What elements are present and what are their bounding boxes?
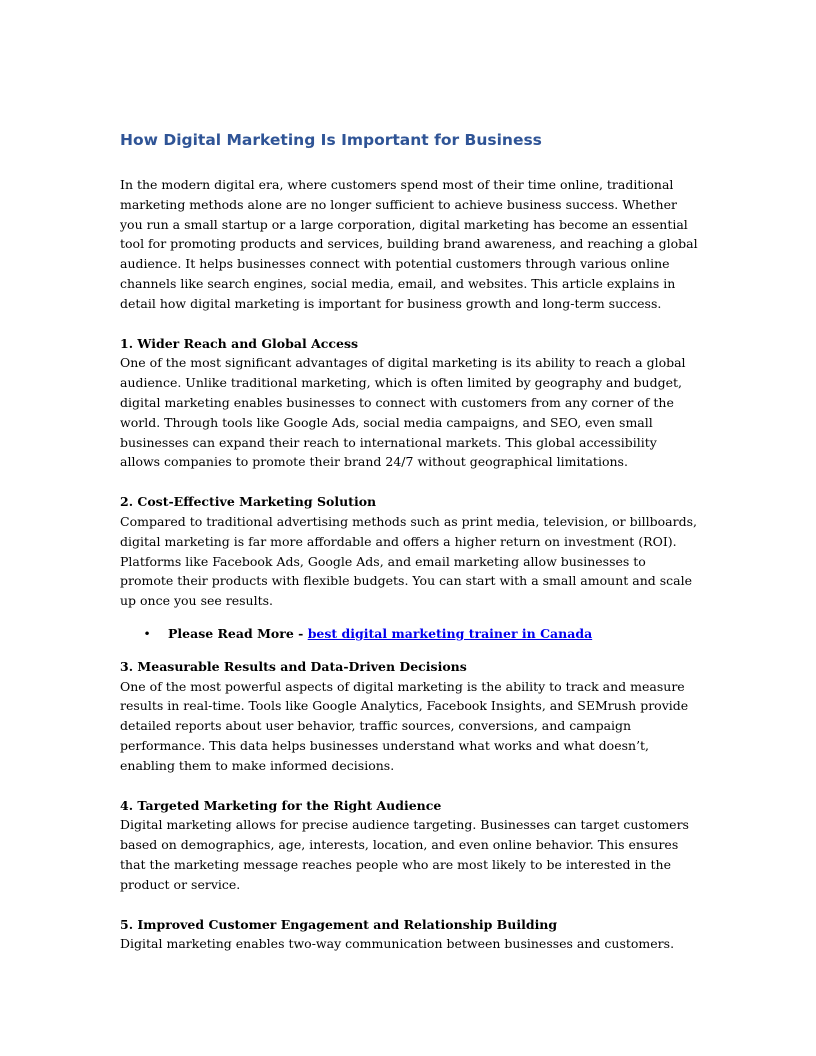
document-title: How Digital Marketing Is Important for Business: [120, 131, 542, 149]
section-heading: 2. Cost-Effective Marketing Solution: [120, 494, 377, 510]
read-more-label: Please Read More -: [168, 625, 308, 641]
section-body: Digital marketing enables two-way communication between businesses and customers.: [120, 936, 675, 952]
read-more-list-item: [120, 624, 700, 644]
section-heading: 4. Targeted Marketing for the Right Audience: [120, 797, 442, 813]
section-body: One of the most significant advantages of digital marketing is its ability to reach a global audience. Unlike traditional marketing, which is often limited by geography and budget, digital marketing enables businesses to connect with customers from any corner of the world. Through tools like Google Ads, social media campaigns, and SEO, even small businesses can expand their reach to international markets. This global accessibility allows companies to promote their brand 24/7 without geographical limitations.: [120, 355, 686, 470]
section-measurable-results: [120, 657, 700, 776]
section-heading: 5. Improved Customer Engagement and Relationship Building: [120, 916, 558, 932]
bullet-icon: •: [143, 625, 151, 641]
read-more-link[interactable]: best digital marketing trainer in Canada: [307, 625, 593, 641]
section-customer-engagement: [120, 915, 700, 955]
intro-paragraph: In the modern digital era, where customers spend most of their time online, traditional marketing methods alone are no longer sufficient to achieve business success. Whether you run a small startup or a large corporation, digital marketing has become an essential tool for promoting products and services, building brand awareness, and reaching a global audience. It helps businesses connect with potential customers through various online channels like search engines, social media, email, and websites. This article explains in detail how digital marketing is important for business growth and long-term success.: [120, 177, 698, 311]
section-body: One of the most powerful aspects of digital marketing is the ability to track and measure results in real-time. Tools like Google Analytics, Facebook Insights, and SEMrush provide detailed reports about user behavior, traffic sources, conversions, and campaign performance. This data helps businesses understand what works and what doesn’t, enabling them to make informed decisions.: [120, 678, 689, 773]
section-body: Digital marketing allows for precise audience targeting. Businesses can target customers based on demographics, age, interests, location, and even online behavior. This ensures that the marketing message reaches people who are most likely to be interested in the product or service.: [120, 817, 689, 892]
document-page: [120, 128, 700, 954]
section-body: Compared to traditional advertising methods such as print media, television, or billboards, digital marketing is far more affordable and offers a higher return on investment (ROI). Platforms like Facebook Ads, Google Ads, and email marketing allow businesses to promote their products with flexible budgets. You can start with a small amount and scale up once you see results.: [120, 513, 697, 609]
section-cost-effective: [120, 492, 700, 611]
section-targeted-marketing: [120, 796, 700, 895]
section-wider-reach: [120, 334, 700, 473]
section-heading: 3. Measurable Results and Data-Driven Decisions: [120, 658, 467, 674]
section-heading: 1. Wider Reach and Global Access: [120, 335, 359, 351]
